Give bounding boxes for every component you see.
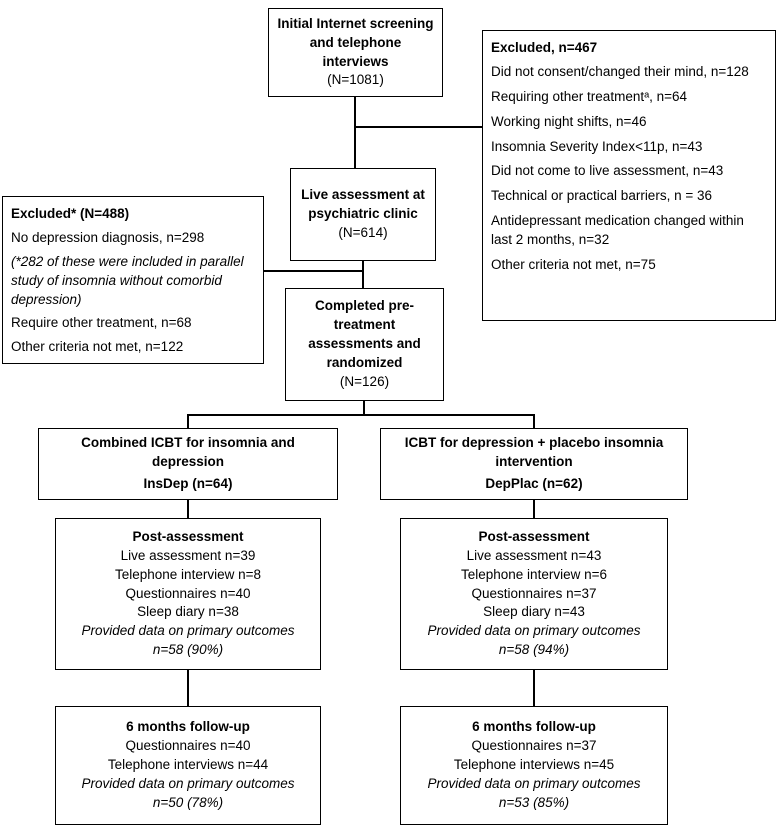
- box-post-assessment-depplac: [400, 518, 668, 670]
- arm-depplac-title: ICBT for depression + placebo insomnia intervention: [404, 435, 664, 470]
- box-post-assessment-insdep: [55, 518, 321, 670]
- excluded-left-item: No depression diagnosis, n=298: [11, 229, 205, 245]
- excluded-right-item: Did not come to live assessment, n=43: [491, 163, 724, 179]
- excluded-left-note: (*282 of these were included in parallel study of insomnia without comorbid depression): [11, 253, 244, 307]
- followup-insdep-outcome-n: n=50 (78%): [152, 794, 224, 810]
- box-followup-depplac: [400, 706, 668, 825]
- post-depplac-item: Live assessment n=43: [466, 547, 602, 563]
- post-depplac-title: Post-assessment: [478, 528, 590, 544]
- connector-drop-left-arm: [187, 414, 189, 429]
- post-insdep-outcome: Provided data on primary outcomes: [81, 623, 295, 639]
- followup-depplac-outcome: Provided data on primary outcomes: [427, 775, 641, 791]
- connector-postright-to-followup: [533, 669, 535, 707]
- excluded-right-item: Other criteria not met, n=75: [491, 257, 656, 273]
- followup-depplac-outcome-n: n=53 (85%): [498, 794, 570, 810]
- connector-split-horizontal: [187, 414, 535, 416]
- excluded-right-title: Excluded, n=467: [491, 40, 598, 55]
- box-randomized: [285, 288, 444, 401]
- post-insdep-item: Sleep diary n=38: [137, 604, 239, 620]
- randomized-n: (N=126): [339, 373, 390, 389]
- followup-insdep-item: Telephone interviews n=44: [107, 757, 269, 773]
- excluded-right-item: Did not consent/changed their mind, n=128: [491, 63, 749, 79]
- post-depplac-outcome-n: n=58 (94%): [498, 642, 570, 658]
- box-live-assessment: [290, 168, 436, 261]
- excluded-left-title: Excluded* (N=488): [11, 206, 130, 221]
- arm-insdep-title: Combined ICBT for insomnia and depression: [81, 435, 295, 470]
- post-depplac-item: Questionnaires n=37: [471, 585, 597, 601]
- box-initial-screening: [268, 8, 443, 97]
- excluded-left-item: Other criteria not met, n=122: [11, 339, 184, 355]
- followup-insdep-item: Questionnaires n=40: [125, 738, 251, 754]
- live-assessment-n: (N=614): [338, 224, 388, 240]
- initial-screening-title: Initial Internet screening and telephone interviews: [277, 15, 434, 69]
- post-insdep-item: Questionnaires n=40: [125, 585, 251, 601]
- randomized-title: Completed pre-treatment assessments and randomized: [308, 298, 421, 370]
- followup-insdep-title: 6 months follow-up: [126, 719, 250, 735]
- arm-depplac-label: DepPlac (n=62): [485, 475, 583, 491]
- connector-to-excluded-left: [263, 270, 363, 272]
- box-excluded-left: [2, 196, 264, 364]
- followup-depplac-title: 6 months follow-up: [472, 719, 596, 735]
- initial-screening-n: (N=1081): [327, 72, 384, 88]
- post-insdep-item: Telephone interview n=8: [115, 566, 261, 582]
- box-arm-depplac: [380, 428, 688, 500]
- connector-drop-right-arm: [533, 414, 535, 429]
- post-depplac-item: Telephone interview n=6: [461, 566, 607, 582]
- post-insdep-item: Live assessment n=39: [120, 547, 256, 563]
- box-arm-insdep: [38, 428, 338, 500]
- box-excluded-right: [482, 30, 776, 321]
- excluded-right-item: Requiring other treatmentᵃ, n=64: [491, 88, 688, 104]
- connector-to-excluded-right: [355, 126, 483, 128]
- live-assessment-title: Live assessment at psychiatric clinic: [301, 187, 425, 222]
- excluded-right-item: Working night shifts, n=46: [491, 113, 647, 129]
- connector-randomized-down: [363, 400, 365, 415]
- connector-postleft-to-followup: [187, 669, 189, 707]
- connector-armleft-to-post: [187, 499, 189, 519]
- excluded-left-item: Require other treatment, n=68: [11, 315, 192, 331]
- connector-top-to-live: [354, 96, 356, 169]
- followup-depplac-item: Telephone interviews n=45: [453, 757, 615, 773]
- box-followup-insdep: [55, 706, 321, 825]
- excluded-right-item: Technical or practical barriers, n = 36: [491, 188, 712, 204]
- post-insdep-outcome-n: n=58 (90%): [152, 642, 224, 658]
- excluded-right-item: Antidepressant medication changed within last 2 months, n=32: [491, 213, 744, 248]
- connector-live-to-randomized: [362, 260, 364, 289]
- excluded-right-item: Insomnia Severity Index<11p, n=43: [491, 138, 703, 154]
- followup-depplac-item: Questionnaires n=37: [471, 738, 597, 754]
- followup-insdep-outcome: Provided data on primary outcomes: [81, 775, 295, 791]
- post-depplac-outcome: Provided data on primary outcomes: [427, 623, 641, 639]
- post-insdep-title: Post-assessment: [132, 528, 244, 544]
- post-depplac-item: Sleep diary n=43: [483, 604, 585, 620]
- connector-armright-to-post: [533, 499, 535, 519]
- arm-insdep-label: InsDep (n=64): [143, 475, 233, 491]
